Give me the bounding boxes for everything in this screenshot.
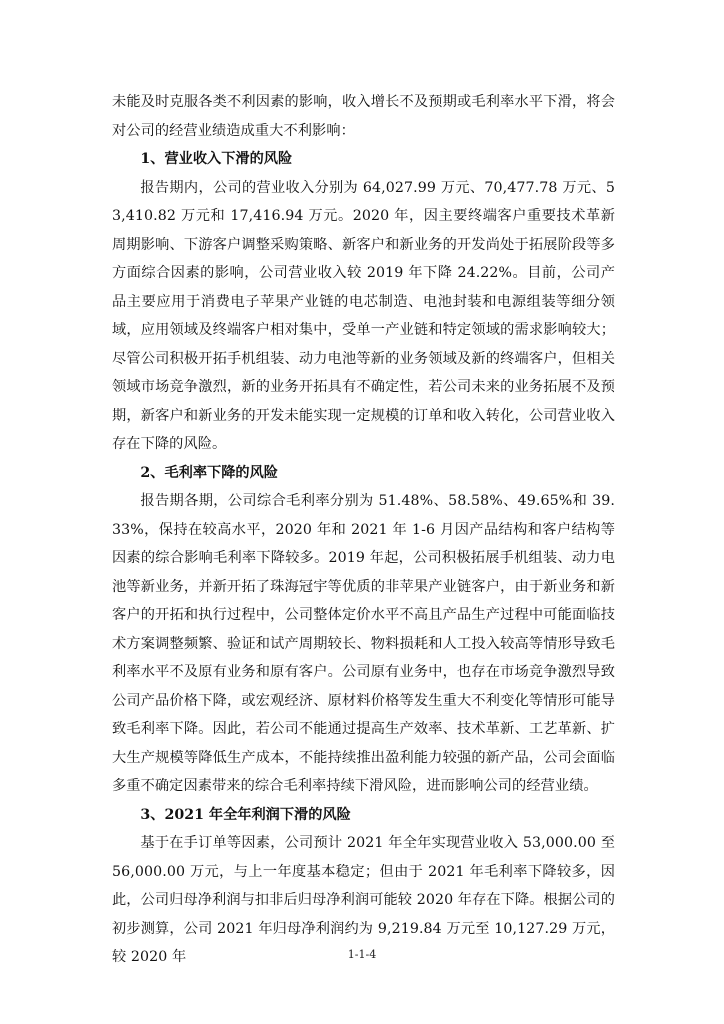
profit-decline-paragraph: 基于在手订单等因素，公司预计 2021 年全年实现营业收入 53,000.00 至 56,000.00 万元，与上一年度基本稳定；但由于 2021 年毛利率下降较多，因此，公司归母净利润与扣非后归母净利润可能较 2020 年存在下降。根据公司的初步测算，公司 2021 年归母净利润约为 9,219.84 万元至 10,127.29 万元，较 2020 年 (112, 835, 615, 965)
revenue-decline-paragraph: 报告期内，公司的营业收入分别为 64,027.99 万元、70,477.78 万元、53,410.82 万元和 17,416.94 万元。2020 年，因主要终端客户重要技术革新周期影响、下游客户调整采购策略、新客户和新业务的开发尚处于拓展阶段等多方面综合因素的影响，公司营业收入较 2019 年下降 24.22%。目前，公司产品主要应用于消费电子苹果产业链的电芯制造、电池封装和电源组装等细分领域，应用领域及终端客户相对集中，受单一产业链和特定领域的需求影响较大；尽管公司积极开拓手机组装、动力电池等新的业务领域及新的终端客户，但相关领域市场竞争激烈，新的业务开拓具有不确定性，若公司未来的业务拓展不及预期，新客户和新业务的开发未能实现一定规模的订单和收入转化，公司营业收入存在下降的风险。 (112, 179, 615, 452)
intro-continuation-paragraph: 未能及时克服各类不利因素的影响，收入增长不及预期或毛利率水平下滑，将会对公司的经营业绩造成重大不利影响： (112, 94, 615, 139)
document-body (112, 88, 615, 972)
gross-margin-decline-paragraph: 报告期各期，公司综合毛利率分别为 51.48%、58.58%、49.65%和 39.33%，保持在较高水平，2020 年和 2021 年 1-6 月因产品结构和客户结构等因素的综合影响毛利率下降较多。2019 年起，公司积极拓展手机组装、动力电池等新业务，并新开拓了珠海冠宇等优质的非苹果产业链客户，由于新业务和新客户的开拓和执行过程中，公司整体定价水平不高且产品生产过程中可能面临技术方案调整频繁、验证和试产周期较长、物料损耗和人工投入较高等情形导致毛利率水平不及原有业务和原有客户。公司原有业务中，也存在市场竞争激烈导致公司产品价格下降，或宏观经济、原材料价格等发生重大不利变化等情形可能导致毛利率下降。因此，若公司不能通过提高生产效率、技术革新、工艺革新、扩大生产规模等降低生产成本，不能持续推出盈利能力较强的新产品，公司会面临多重不确定因素带来的综合毛利率持续下滑风险，进而影响公司的经营业绩。 (112, 493, 615, 794)
section-heading-gross-margin-decline: 2、毛利率下降的风险 (140, 464, 278, 481)
section-heading-revenue-decline: 1、营业收入下滑的风险 (140, 151, 293, 167)
section-heading-2021-profit-decline: 3、2021 年全年利润下滑的风险 (140, 806, 351, 823)
page-number: 1-1-4 (347, 948, 377, 961)
